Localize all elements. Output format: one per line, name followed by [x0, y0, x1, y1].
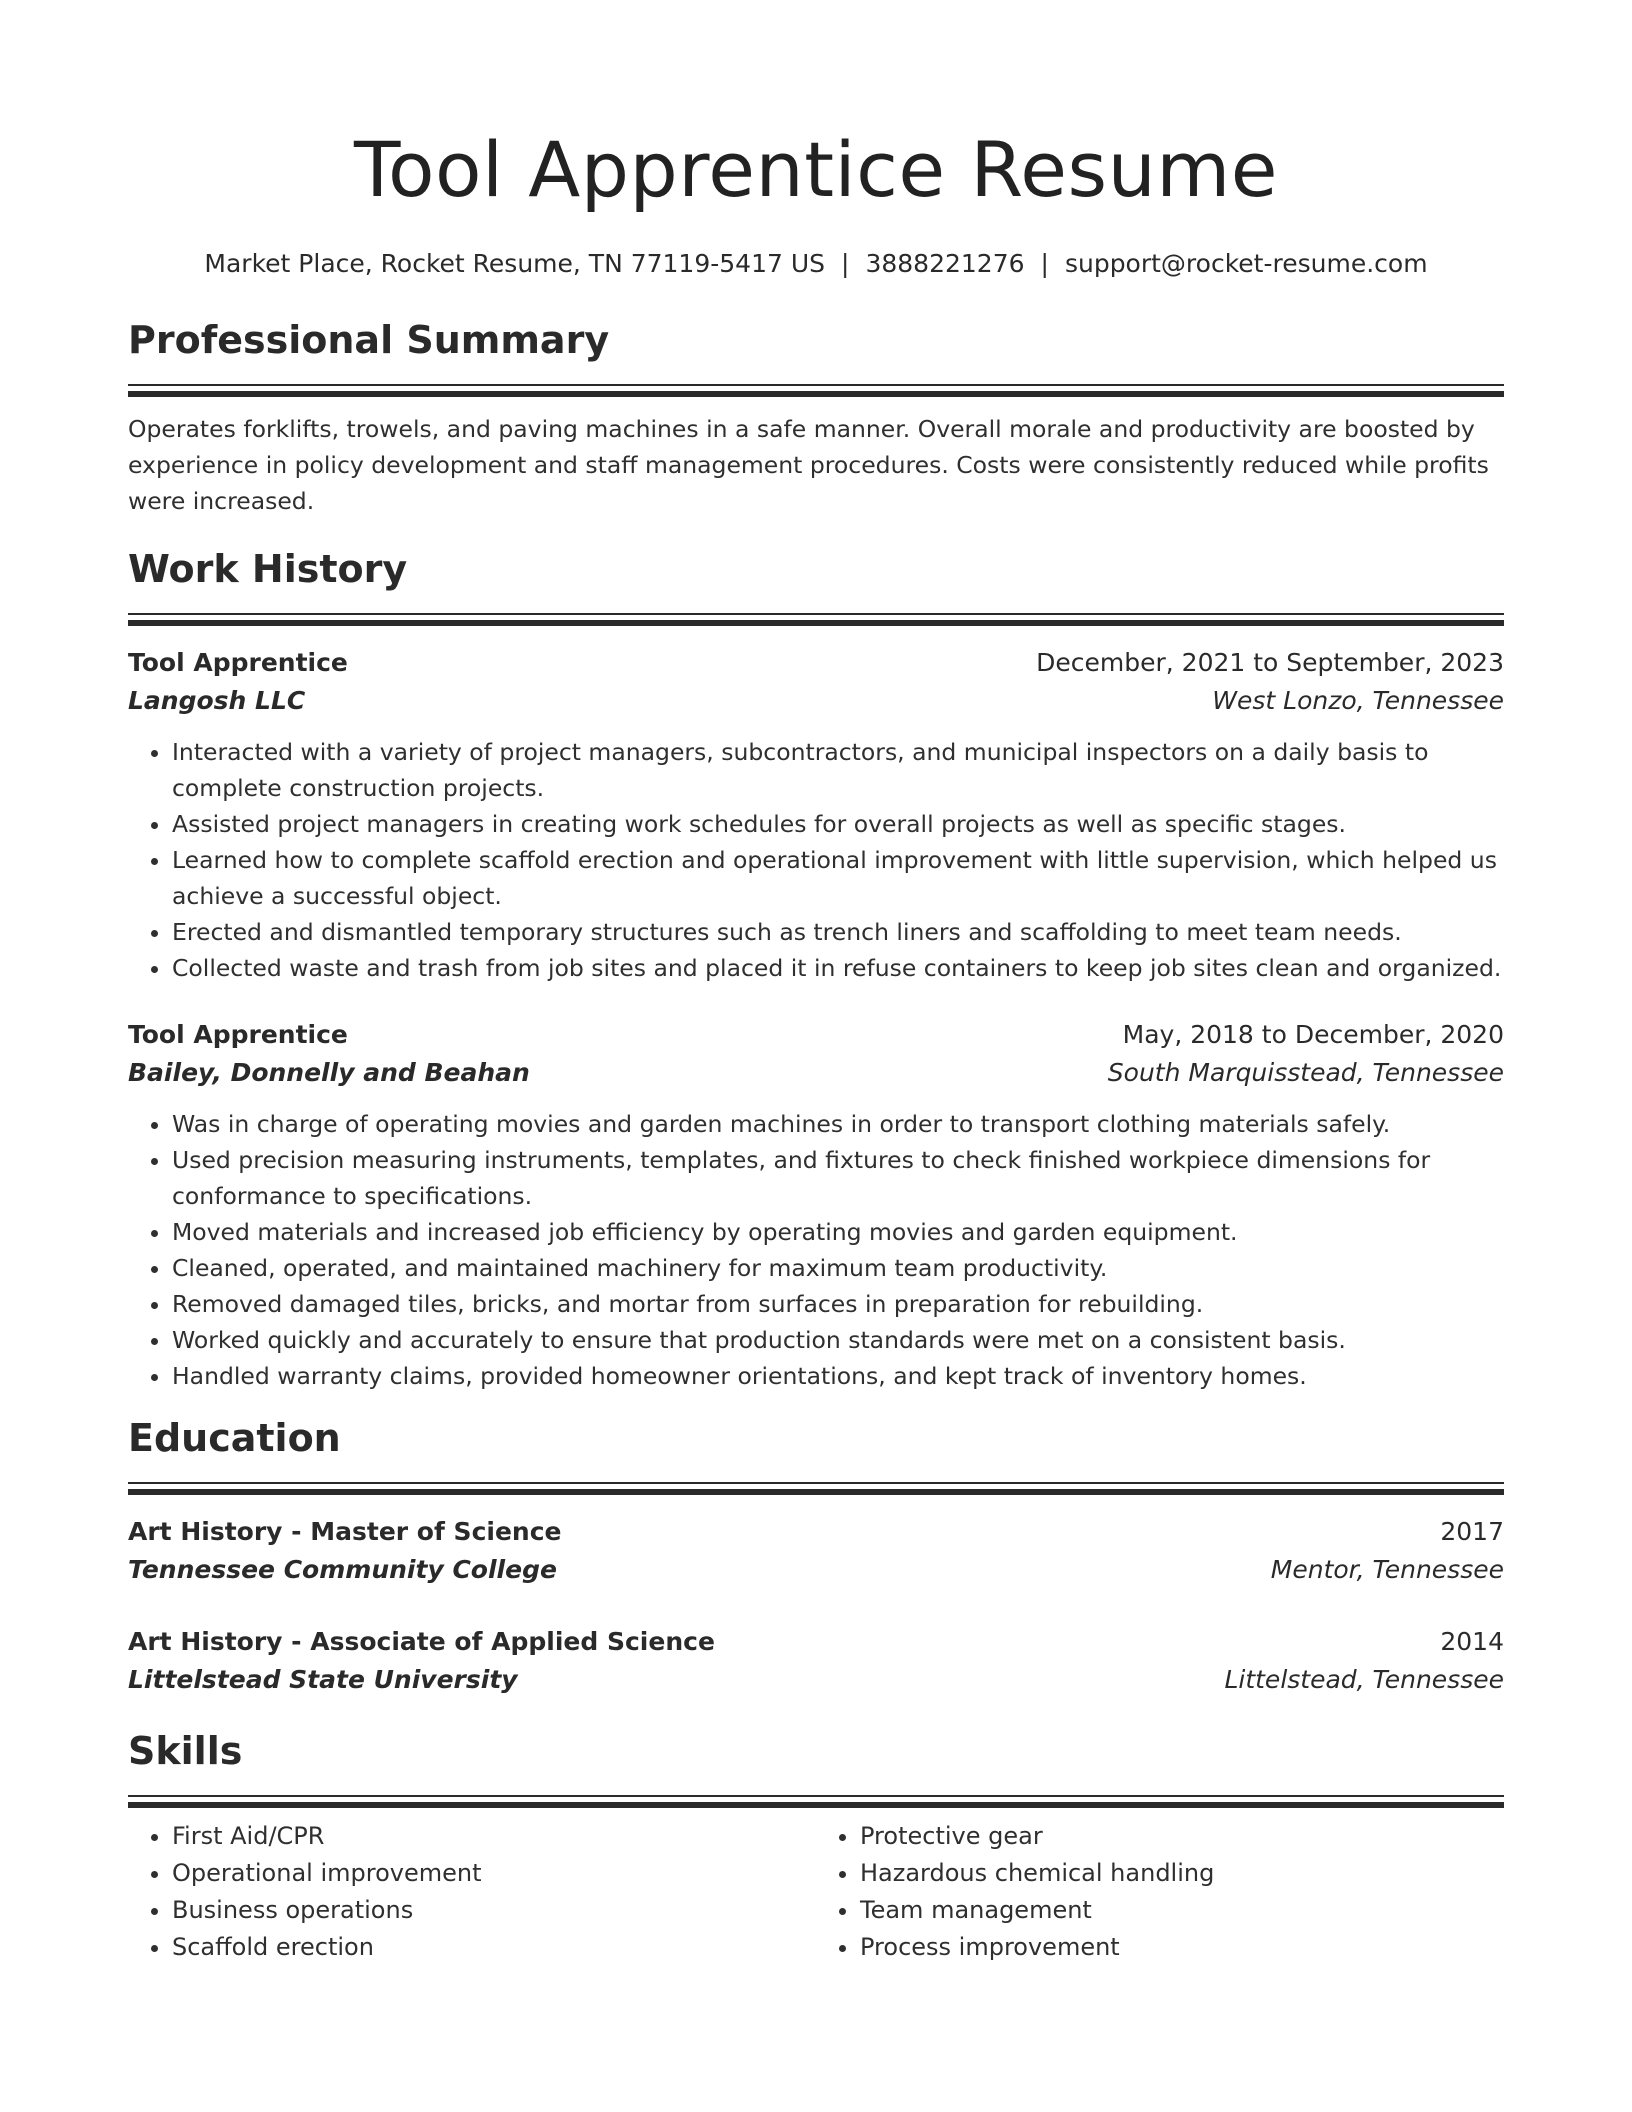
- skill-item: • Team management: [860, 1892, 1504, 1929]
- skill-item: • Operational improvement: [172, 1855, 816, 1892]
- section-divider: [128, 1795, 1504, 1808]
- education-degree: Art History - Associate of Applied Science: [128, 1627, 715, 1656]
- section-title-summary: Professional Summary: [128, 318, 610, 362]
- job-company: Bailey, Donnelly and Beahan: [128, 1058, 530, 1087]
- education-entry: [128, 1623, 1504, 1699]
- contact-line: [128, 246, 1504, 282]
- education-location: Littelstead, Tennessee: [1224, 1665, 1504, 1694]
- job-duty-item: • Erected and dismantled temporary structures such as trench liners and scaffolding to meet team needs.: [172, 914, 1504, 950]
- job-duty-item: • Learned how to complete scaffold erection and operational improvement with little supervision, which helped us achieve a successful object.: [172, 842, 1504, 914]
- section-title-skills: Skills: [128, 1729, 243, 1773]
- contact-address: Market Place, Rocket Resume, TN 77119-5417 US: [204, 249, 826, 278]
- skill-item: • Hazardous chemical handling: [860, 1855, 1504, 1892]
- skill-item: • First Aid/CPR: [172, 1818, 816, 1855]
- section-title-work-history: Work History: [128, 547, 408, 591]
- skills-section: [128, 1727, 1504, 1966]
- job-title: Tool Apprentice: [128, 1020, 348, 1049]
- education-entry: [128, 1513, 1504, 1589]
- job-duty-item: • Moved materials and increased job efficiency by operating movies and garden equipment.: [172, 1214, 1504, 1250]
- job-company: Langosh LLC: [128, 686, 306, 715]
- job-dates: May, 2018 to December, 2020: [1122, 1020, 1504, 1049]
- education-school: Tennessee Community College: [128, 1555, 557, 1584]
- job-entry: [128, 644, 1504, 986]
- job-duty-item: • Handled warranty claims, provided homeowner orientations, and kept track of inventory homes.: [172, 1358, 1504, 1394]
- job-location: South Marquisstead, Tennessee: [1107, 1058, 1504, 1087]
- skills-list-left: [128, 1818, 816, 1966]
- skills-list-right: [816, 1818, 1504, 1966]
- job-duty-item: • Interacted with a variety of project managers, subcontractors, and municipal inspectors on a daily basis to complete construction projects.: [172, 734, 1504, 806]
- work-history-section: [128, 545, 1504, 1394]
- job-title: Tool Apprentice: [128, 648, 348, 677]
- education-year: 2017: [1440, 1517, 1504, 1546]
- education-school: Littelstead State University: [128, 1665, 518, 1694]
- job-location: West Lonzo, Tennessee: [1212, 686, 1504, 715]
- job-duty-item: • Used precision measuring instruments, templates, and fixtures to check finished workpiece dimensions for conformance to specifications.: [172, 1142, 1504, 1214]
- summary-section: [128, 316, 1504, 519]
- job-duty-item: • Cleaned, operated, and maintained machinery for maximum team productivity.: [172, 1250, 1504, 1286]
- job-duty-item: • Collected waste and trash from job sites and placed it in refuse containers to keep job sites clean and organized.: [172, 950, 1504, 986]
- summary-text: Operates forklifts, trowels, and paving machines in a safe manner. Overall morale and productivity are boosted by experience in policy development and staff management procedures. Costs were consistently reduced while profits were increased.: [128, 415, 1489, 515]
- section-divider: [128, 384, 1504, 397]
- education-degree: Art History - Master of Science: [128, 1517, 562, 1546]
- job-duties-list: [128, 734, 1504, 986]
- education-year: 2014: [1440, 1627, 1504, 1656]
- contact-separator: |: [841, 249, 850, 278]
- section-divider: [128, 1482, 1504, 1495]
- section-title-education: Education: [128, 1416, 341, 1460]
- education-section: [128, 1414, 1504, 1699]
- skill-item: • Business operations: [172, 1892, 816, 1929]
- contact-email: support@rocket-resume.com: [1064, 249, 1428, 278]
- job-entry: [128, 1016, 1504, 1394]
- contact-separator: |: [1040, 249, 1049, 278]
- job-duty-item: • Worked quickly and accurately to ensure that production standards were met on a consistent basis.: [172, 1322, 1504, 1358]
- skills-columns: [128, 1818, 1504, 1966]
- section-divider: [128, 613, 1504, 626]
- education-location: Mentor, Tennessee: [1270, 1555, 1504, 1584]
- job-duty-item: • Removed damaged tiles, bricks, and mortar from surfaces in preparation for rebuilding.: [172, 1286, 1504, 1322]
- job-duty-item: • Was in charge of operating movies and garden machines in order to transport clothing materials safely.: [172, 1106, 1504, 1142]
- skill-item: • Scaffold erection: [172, 1929, 816, 1966]
- job-dates: December, 2021 to September, 2023: [1036, 648, 1504, 677]
- skill-item: • Process improvement: [860, 1929, 1504, 1966]
- skill-item: • Protective gear: [860, 1818, 1504, 1855]
- job-duty-item: • Assisted project managers in creating work schedules for overall projects as well as specific stages.: [172, 806, 1504, 842]
- contact-phone: 3888221276: [865, 249, 1025, 278]
- job-duties-list: [128, 1106, 1504, 1394]
- resume-title: Tool Apprentice Resume: [353, 125, 1279, 214]
